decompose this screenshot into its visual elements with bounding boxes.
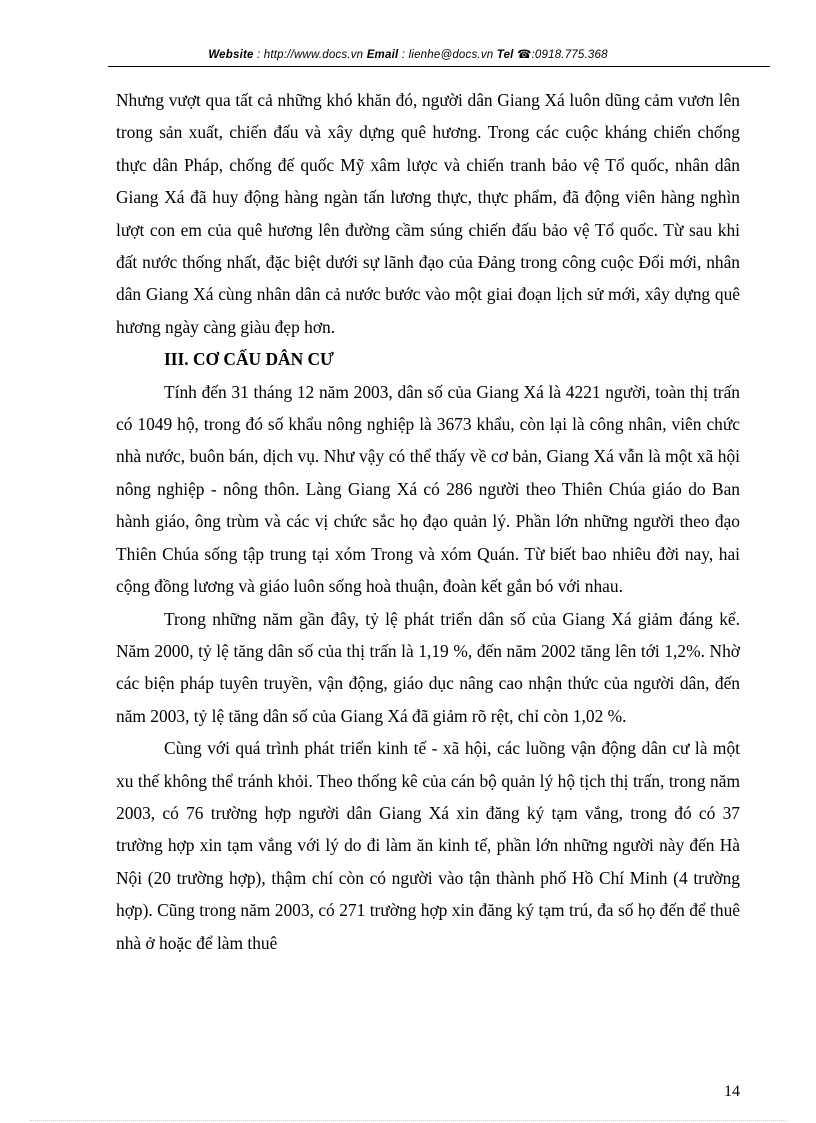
tel-label: Tel [496,49,514,61]
section-heading: III. CƠ CẤU DÂN CƯ [164,349,334,370]
email-address[interactable]: lienhe@docs.vn [408,49,494,61]
phone-icon: ☎ [516,49,532,61]
website-url[interactable]: http://www.docs.vn [263,49,364,61]
page-header [0,47,816,61]
website-label: Website [208,49,254,61]
paragraph-intro: Nhưng vượt qua tất cả những khó khăn đó, người dân Giang Xá luôn dũng cảm vươn lên trong sản xuất, chiến đấu và xây dựng quê hương. Trong các cuộc kháng chiến chống thực dân Pháp, chống đế quốc Mỹ xâm lược và chiến tranh bảo vệ Tổ quốc, nhân dân Giang Xá đã huy động hàng ngàn tấn lương thực, thực phẩm, đã động viên hàng nghìn lượt con em của quê hương lên đường cầm súng chiến đấu bảo vệ Tổ quốc. Từ sau khi đất nước thống nhất, đặc biệt dưới sự lãnh đạo của Đảng trong công cuộc Đổi mới, nhân dân Giang Xá cùng nhân dân cả nước bước vào một giai đoạn lịch sử mới, xây dựng quê hương ngày càng giàu đẹp hơn. [116,90,740,337]
paragraph-migration: Cùng với quá trình phát triển kinh tế - xã hội, các luồng vận động dân cư là một xu thế không thể tránh khỏi. Theo thống kê của cán bộ quản lý hộ tịch thị trấn, trong năm 2003, có 76 trường hợp người dân Giang Xá xin đăng ký tạm vắng, trong đó có 37 trường hợp xin tạm vắng với lý do đi làm ăn kinh tế, phần lớn những người này đến Hà Nội (20 trường hợp), thậm chí còn có người vào tận thành phố Hồ Chí Minh (4 trường hợp). Cũng trong năm 2003, có 271 trường hợp xin đăng ký tạm trú, đa số họ đến để thuê nhà ở hoặc để làm thuê [116,738,740,953]
page-number: 14 [724,1083,740,1100]
paragraph-growth-rate: Trong những năm gần đây, tỷ lệ phát triển dân số của Giang Xá giảm đáng kể. Năm 2000, tỷ lệ tăng dân số của thị trấn là 1,19 %, đến năm 2002 tăng lên tới 1,2%. Nhờ các biện pháp tuyên truyền, vận động, giáo dục nâng cao nhận thức của người dân, đến năm 2003, tỷ lệ tăng dân số của Giang Xá đã giảm rõ rệt, chỉ còn 1,02 %. [116,608,740,726]
email-label: Email [366,49,399,61]
header-divider [108,66,770,67]
phone-number: :0918.775.368 [531,49,608,61]
website-separator: : [253,49,264,61]
paragraph-population: Tính đến 31 tháng 12 năm 2003, dân số của Giang Xá là 4221 người, toàn thị trấn có 1049 hộ, trong đó số khẩu nông nghiệp là 3673 khẩu, còn lại là công nhân, viên chức nhà nước, buôn bán, dịch vụ. Như vậy có thể thấy về cơ bản, Giang Xá vẫn là một xã hội nông nghiệp - nông thôn. Làng Giang Xá có 286 người theo Thiên Chúa giáo do Ban hành giáo, ông trùm và các vị chức sắc họ đạo quản lý. Phần lớn những người theo đạo Thiên Chúa sống tập trung tại xóm Trong và xóm Quán. Từ biết bao nhiêu đời nay, hai cộng đồng lương và giáo luôn sống hoà thuận, đoàn kết gắn bó với nhau. [116,381,740,597]
footer-divider [30,1120,786,1121]
email-separator: : [398,49,409,61]
document-body [116,84,740,959]
